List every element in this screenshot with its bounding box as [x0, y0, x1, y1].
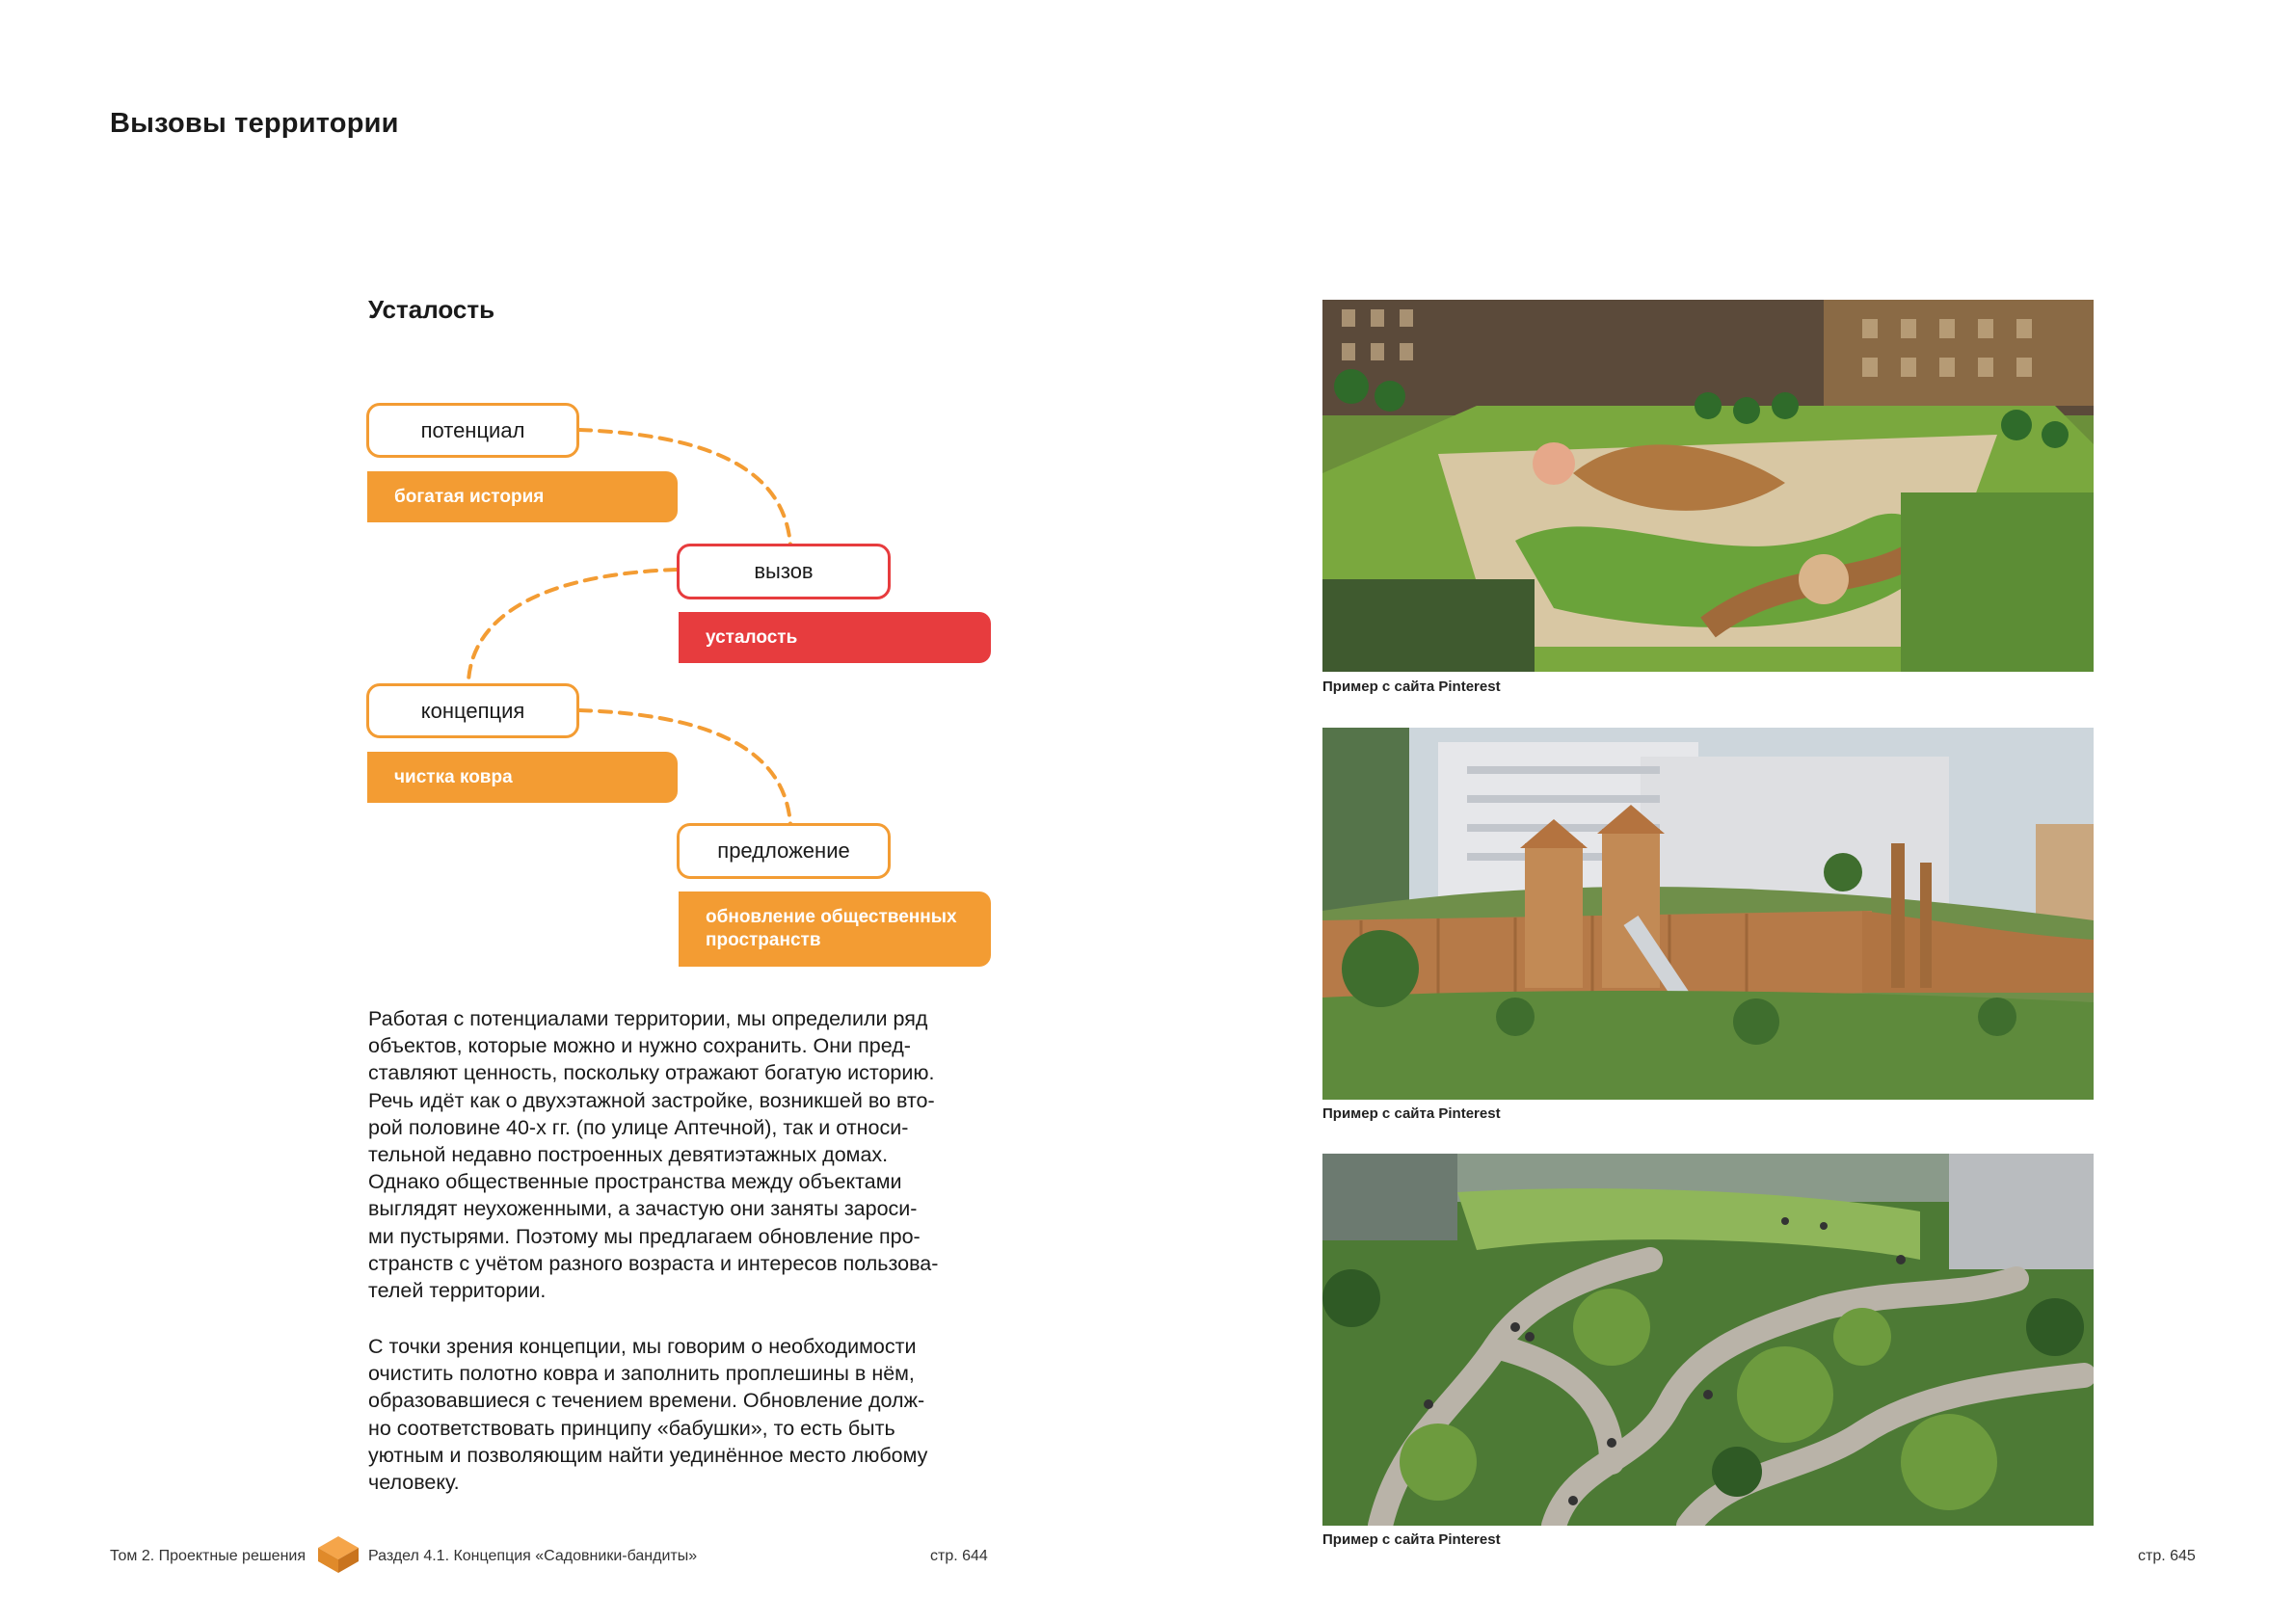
challenge-value-tag: усталость — [679, 612, 991, 663]
footer-section: Раздел 4.1. Концепция «Садовники-бандиты» — [368, 1548, 698, 1564]
photo-rooftop-playground — [1322, 300, 2094, 672]
proposal-label: предложение — [677, 823, 891, 879]
photo3-caption: Пример с сайта Pinterest — [1322, 1531, 1501, 1548]
proposal-value-line2: пространств — [706, 930, 821, 950]
photo-garden-paths — [1322, 1154, 2094, 1526]
page-title: Вызовы территории — [110, 108, 399, 139]
connector-challenge-concept — [468, 570, 677, 681]
concept-value-tag: чистка ковра — [367, 752, 678, 803]
potential-value-tag: богатая история — [367, 471, 678, 522]
concept-label: концепция — [366, 683, 579, 738]
potential-label: потенциал — [366, 403, 579, 458]
photo-wooden-playground — [1322, 728, 2094, 1100]
footer-page-right: стр. 645 — [2138, 1548, 2196, 1564]
challenge-label: вызов — [677, 544, 891, 599]
body-paragraph-1: Работая с потенциалами территории, мы определили ряд объектов, которые можно и нужно сохранить. Они пред- ставляют ценность, поскольку отражают богатую историю. Речь идёт как о двухэтажной застройке, возникшей во вто- рой половине 40-х гг. (по улице Аптечной), так и относи- тельной недавно построенных девятиэтажных домах. Однако общественные пространства между объектами выглядят неухоженными, а зачастую они заняты зароси- ми пустырями. Поэтому мы предлагаем обновление про- странств с учётом разного возраста и интересов пользова- телей территории. — [368, 1007, 939, 1303]
photo2-caption: Пример с сайта Pinterest — [1322, 1105, 1501, 1122]
footer-volume: Том 2. Проектные решения — [110, 1548, 307, 1564]
body-paragraph-2: С точки зрения концепции, мы говорим о необходимости очистить полотно ковра и заполнить проплешины в нём, образовавшиеся с течением времени. Обновление долж- но соответствовать принципу «бабушки», то есть быть уютным и позволяющим найти уединённое место любому человеку. — [368, 1335, 928, 1495]
footer-logo-icon — [316, 1534, 360, 1575]
proposal-value-line1: обновление общественных — [706, 907, 957, 927]
section-title: Усталость — [368, 295, 495, 324]
footer-page-left: стр. 644 — [930, 1548, 988, 1564]
proposal-value-tag — [679, 891, 991, 967]
photo1-caption: Пример с сайта Pinterest — [1322, 678, 1501, 695]
